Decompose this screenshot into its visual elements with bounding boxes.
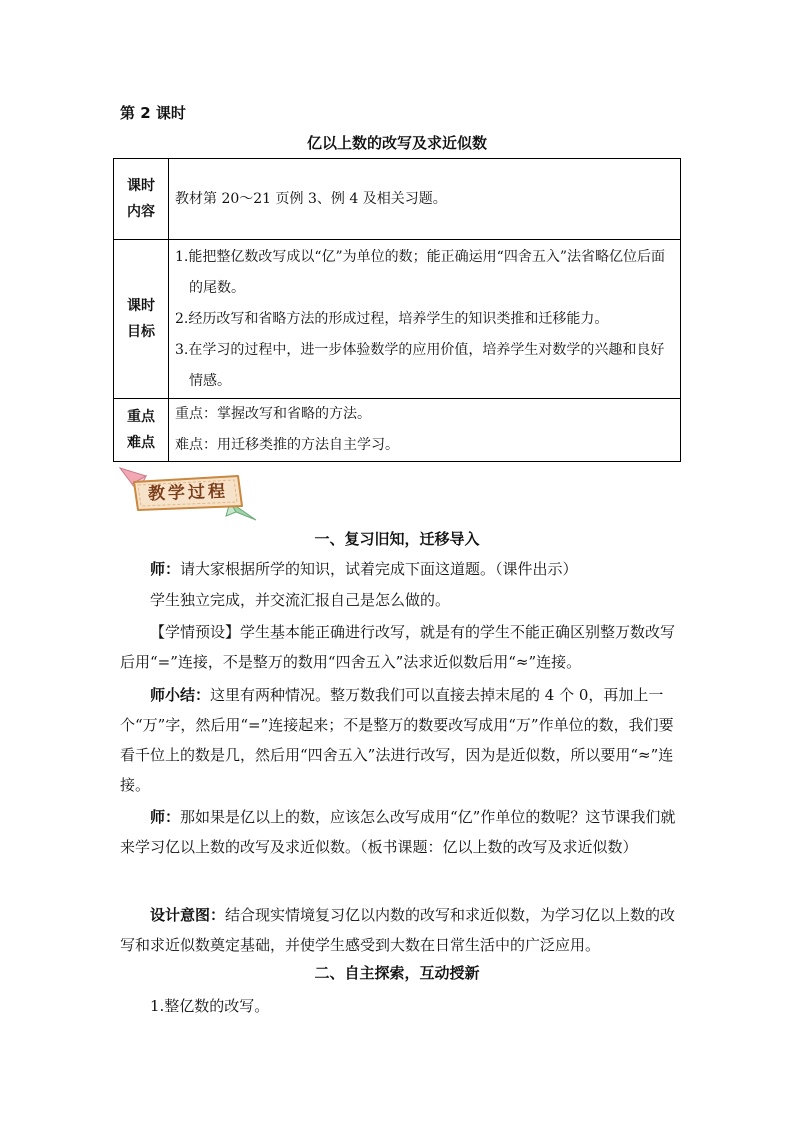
paragraph-teacher-summary — [120, 680, 680, 800]
label-line: 目标 — [127, 324, 155, 340]
teaching-process-badge — [118, 462, 258, 522]
list-item: 1.整亿数的改写。 — [150, 997, 270, 1015]
paragraph-student-activity — [120, 585, 680, 615]
document-title: 亿以上数的改写及求近似数 — [306, 134, 487, 152]
goal-item: 1.能把整亿数改写成以“亿”为单位的数；能正确运用“四舍五入”法省略亿位后面的尾数。 — [175, 248, 665, 296]
label-line: 课时 — [127, 178, 155, 194]
badge-text: 教学过程 — [147, 481, 229, 505]
paragraph-teacher-intro — [120, 802, 680, 862]
label-lesson-content — [114, 159, 169, 240]
paragraph-text: 这里有两种情况。整万数我们可以直接去掉末尾的 4 个 0，再加上一个“万”字，然后用“=”连接起来；不是整万的数要改写成用“万”作单位的数，我们要看千位上的数是几，然后用“四舍五入”法进行改写，因为是近似数，所以要用“≈”连接。 — [120, 686, 674, 794]
speaker-label: 师： — [150, 560, 181, 578]
table-row-key-points — [114, 399, 681, 462]
design-intent-label: 设计意图： — [150, 906, 226, 924]
paragraph-text: 结合现实情境复习亿以内数的改写和求近似数，为学习亿以上数的改写和求近似数奠定基础，并使学生感受到大数在日常生活中的广泛应用。 — [120, 906, 676, 954]
key-point-text: 重点：掌握改写和省略的方法。 — [175, 406, 371, 422]
paragraph-design-intent — [120, 900, 680, 960]
table-row-goals — [114, 240, 681, 399]
label-line: 课时 — [127, 298, 155, 314]
lesson-goals-cell — [169, 240, 681, 399]
goal-item: 2.经历改写和省略方法的形成过程，培养学生的知识类推和迁移能力。 — [175, 310, 609, 327]
label-lesson-goals — [114, 240, 169, 399]
lesson-content-text: 教材第 20～21 页例 3、例 4 及相关习题。 — [175, 190, 447, 207]
paragraph-teacher-question — [120, 554, 680, 584]
paragraph-text: 【学情预设】学生基本能正确进行改写，就是有的学生不能正确区别整万数改写后用“=”连接，不是整万的数用“四舍五入”法求近似数后用“≈”连接。 — [120, 623, 676, 671]
lesson-info-table — [113, 158, 681, 462]
key-points-cell — [169, 399, 681, 462]
label-line: 重点 — [127, 409, 155, 425]
paragraph-text: 请大家根据所学的知识，试着完成下面这道题。（课件出示） — [180, 560, 578, 578]
section-heading-2: 二、自主探索，互动授新 — [314, 964, 480, 982]
paragraph-prediction — [120, 617, 680, 677]
speaker-label: 师： — [150, 808, 181, 826]
difficult-point-text: 难点：用迁移类推的方法自主学习。 — [175, 437, 399, 453]
label-line: 难点 — [127, 435, 155, 451]
speaker-label: 师小结： — [150, 686, 211, 704]
label-key-points — [114, 399, 169, 462]
section-heading-1: 一、复习旧知，迁移导入 — [314, 530, 480, 548]
paragraph-text: 那如果是亿以上的数，应该怎么改写成用“亿”作单位的数呢？这节课我们就来学习亿以上数的改写及求近似数。（板书课题：亿以上数的改写及求近似数） — [120, 808, 676, 856]
table-row-content — [114, 159, 681, 240]
label-line: 内容 — [127, 204, 155, 220]
lesson-content-cell — [169, 159, 681, 240]
lesson-number: 第 2 课时 — [120, 104, 186, 122]
paragraph-text: 学生独立完成，并交流汇报自己是怎么做的。 — [150, 591, 451, 609]
goal-item: 3.在学习的过程中，进一步体验数学的应用价值，培养学生对数学的兴趣和良好情感。 — [175, 341, 665, 389]
